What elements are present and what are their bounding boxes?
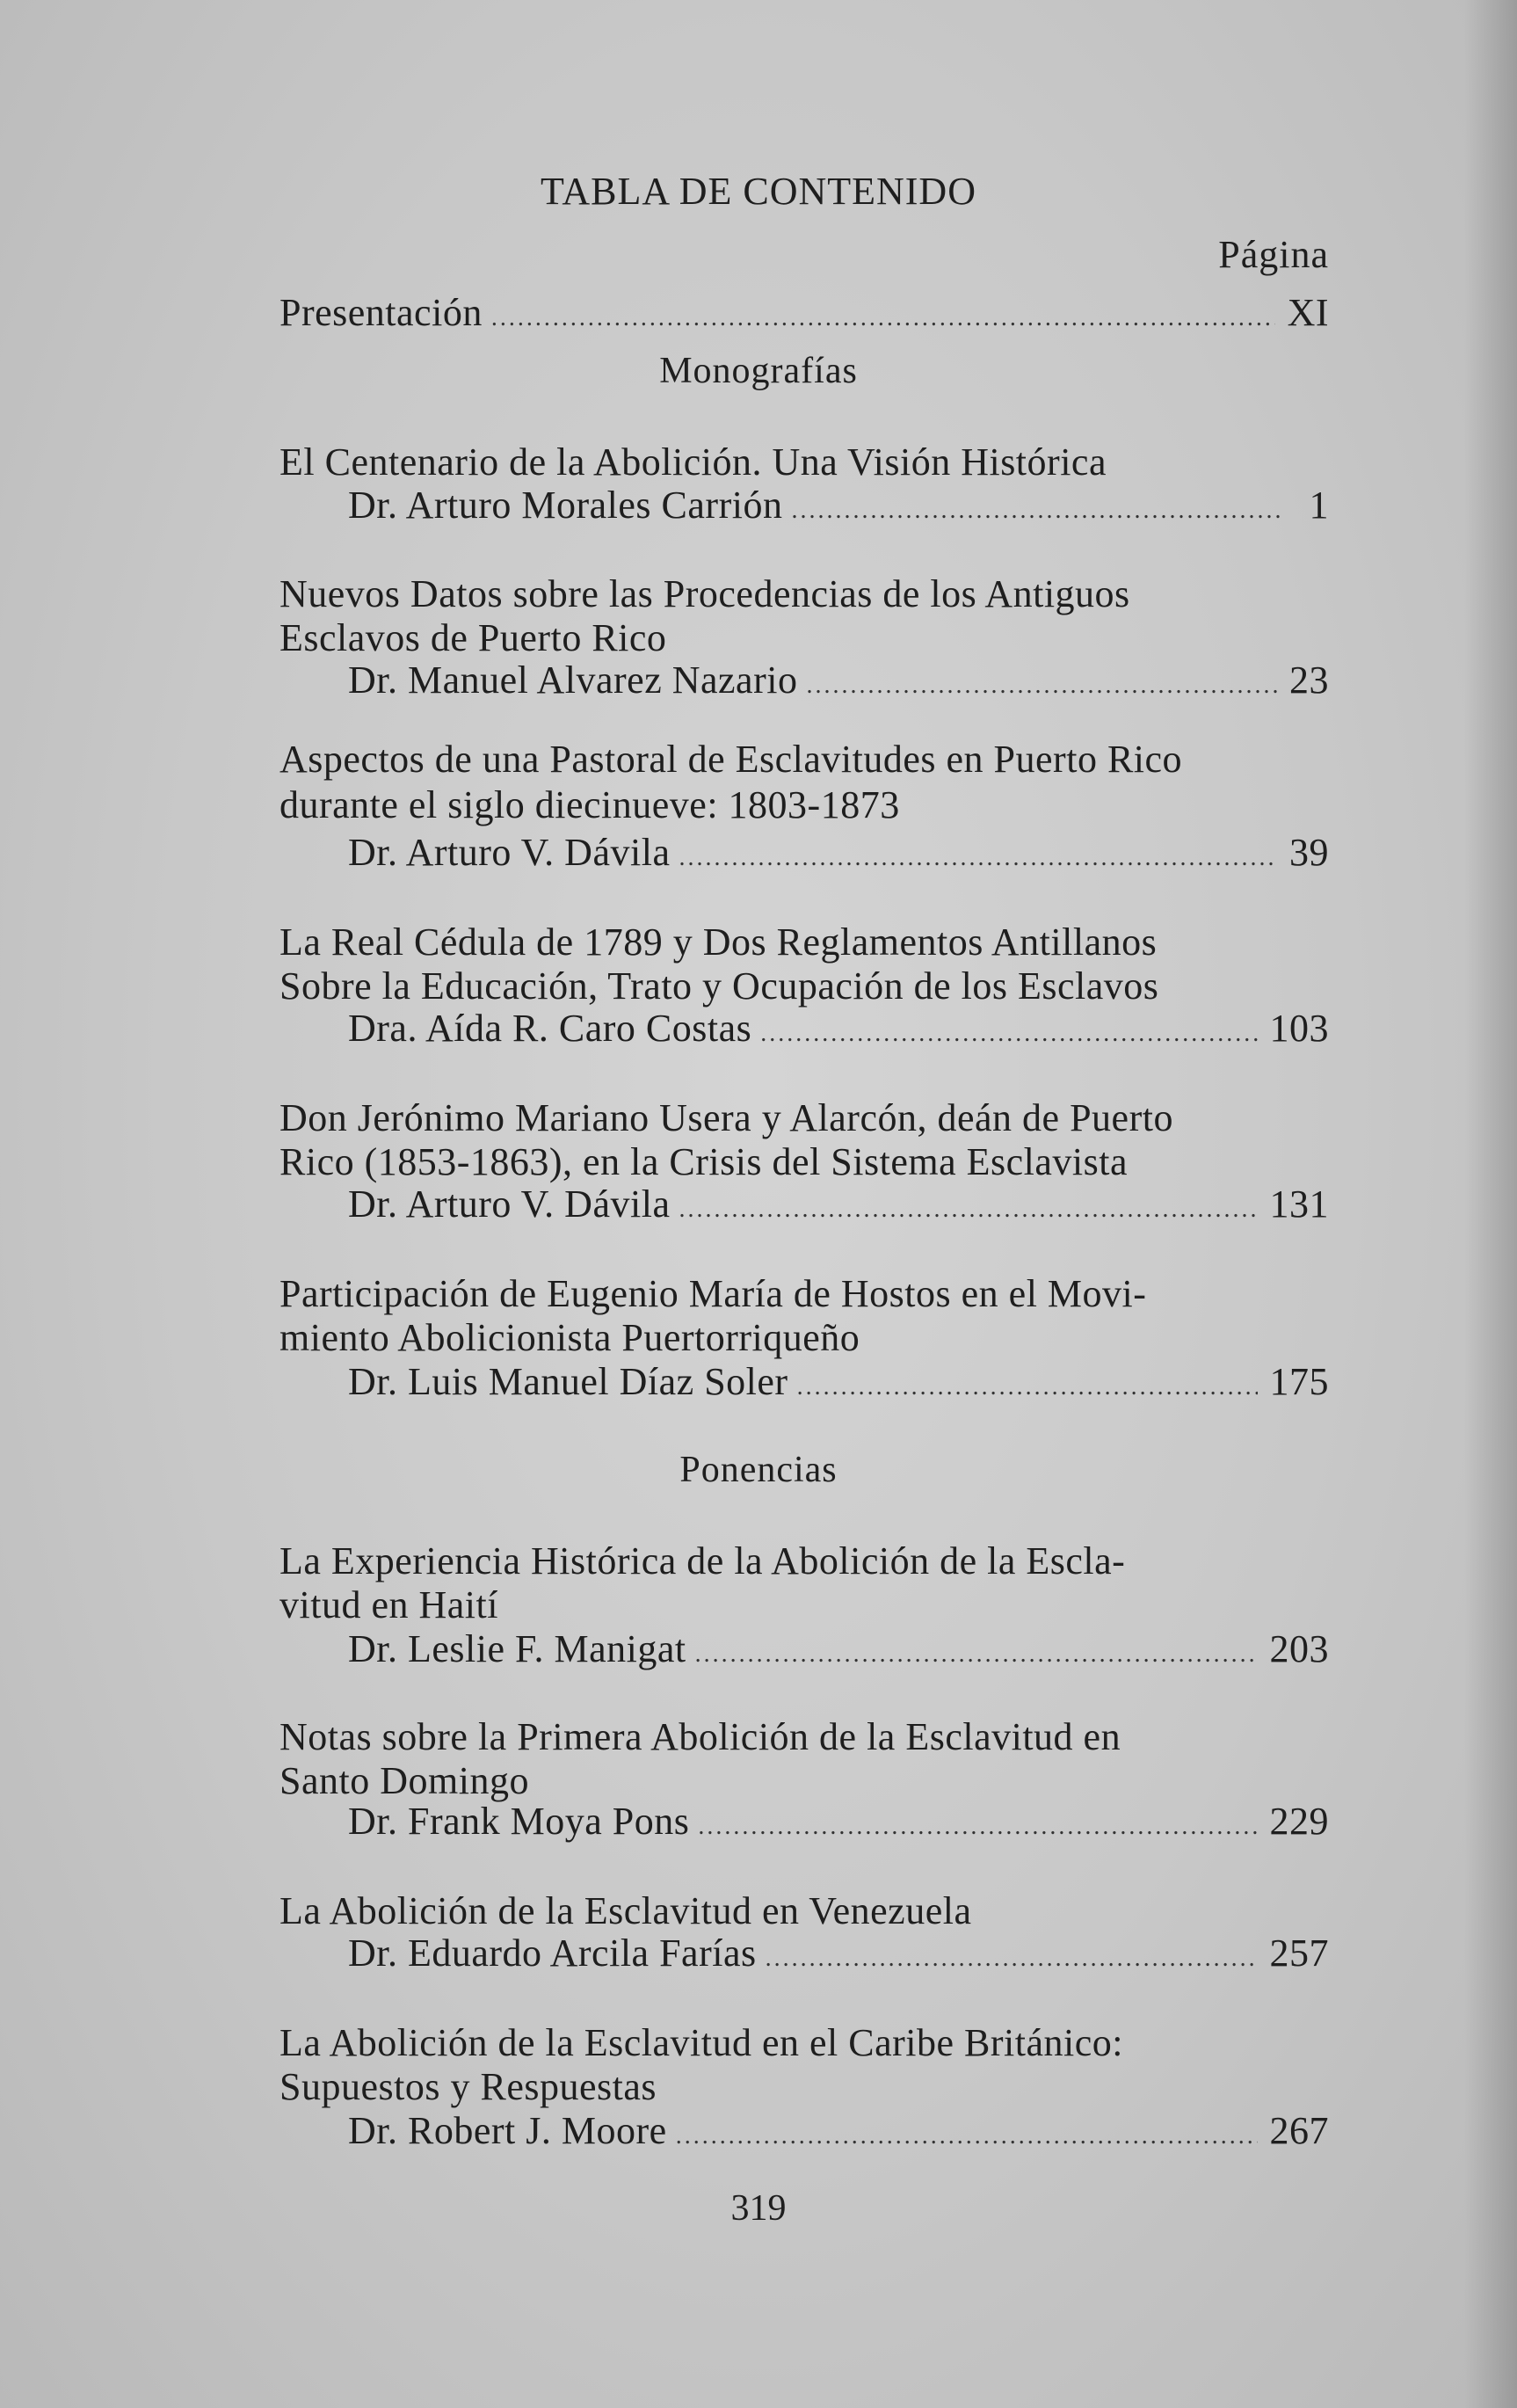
page-number: 319 xyxy=(730,2188,787,2229)
entry-author: Dra. Aída R. Caro Costas xyxy=(348,1007,752,1050)
entry-title-line: La Real Cédula de 1789 y Dos Reglamentos Antillanos xyxy=(279,920,1158,964)
entry-title-line: Sobre la Educación, Trato y Ocupación de los Esclavos xyxy=(279,964,1159,1008)
dot-leader xyxy=(806,672,1277,700)
dot-leader xyxy=(491,304,1275,332)
section-heading-monografias: Monografías xyxy=(659,351,858,391)
dot-leader xyxy=(760,1020,1257,1048)
entry-author: Dr. Leslie F. Manigat xyxy=(348,1627,686,1670)
entry-title-line: Participación de Eugenio María de Hostos en el Movi- xyxy=(279,1272,1147,1315)
entry-author: Dr. Arturo V. Dávila xyxy=(348,1182,671,1226)
entry-title-line: La Experiencia Histórica de la Abolición de la Escla- xyxy=(279,1539,1126,1582)
entry-title-line: Esclavos de Puerto Rico xyxy=(279,616,667,659)
entry-title-line: Notas sobre la Primera Abolición de la Esclavitud en xyxy=(279,1715,1121,1758)
toc-entry[interactable] xyxy=(348,1359,1329,1404)
page-column-label: Página xyxy=(1218,233,1329,276)
toc-entry[interactable] xyxy=(348,1182,1329,1226)
entry-title-line: El Centenario de la Abolición. Una Visión Histórica xyxy=(279,440,1107,484)
toc-entry[interactable] xyxy=(348,1799,1329,1844)
entry-author: Dr. Eduardo Arcila Farías xyxy=(348,1931,757,1975)
entry-author: Dr. Robert J. Moore xyxy=(348,2109,667,2152)
toc-title: TABLA DE CONTENIDO xyxy=(541,170,976,213)
entry-page: 257 xyxy=(1269,1931,1329,1975)
entry-title: Presentación xyxy=(279,291,483,334)
toc-entry-presentacion[interactable] xyxy=(279,290,1329,335)
entry-title-line: vitud en Haití xyxy=(279,1583,498,1626)
entry-page: XI xyxy=(1287,291,1329,334)
entry-page: 23 xyxy=(1289,658,1329,702)
entry-page: 131 xyxy=(1269,1182,1329,1226)
toc-entry[interactable] xyxy=(348,1006,1329,1051)
toc-entry[interactable] xyxy=(348,658,1329,702)
entry-page: 103 xyxy=(1269,1007,1329,1050)
toc-entry[interactable] xyxy=(348,1931,1329,1975)
entry-title-line: Supuestos y Respuestas xyxy=(279,2065,657,2108)
dot-leader xyxy=(679,1196,1257,1224)
entry-title-line: miento Abolicionista Puertorriqueño xyxy=(279,1316,860,1359)
entry-page: 175 xyxy=(1269,1360,1329,1403)
entry-page: 229 xyxy=(1269,1800,1329,1843)
entry-author: Dr. Manuel Alvarez Nazario xyxy=(348,658,798,702)
entry-page: 267 xyxy=(1269,2109,1329,2152)
entry-author: Dr. Arturo V. Dávila xyxy=(348,831,671,874)
dot-leader xyxy=(695,1640,1258,1669)
entry-author: Dr. Arturo Morales Carrión xyxy=(348,484,783,527)
toc-entry[interactable] xyxy=(348,1626,1329,1671)
dot-leader xyxy=(797,1373,1258,1401)
entry-title-line: Don Jerónimo Mariano Usera y Alarcón, deán de Puerto xyxy=(279,1096,1173,1139)
entry-page: 39 xyxy=(1289,831,1329,874)
toc-entry[interactable] xyxy=(348,2108,1329,2153)
dot-leader xyxy=(791,497,1281,525)
entry-title-line: Rico (1853-1863), en la Crisis del Sistema Esclavista xyxy=(279,1140,1129,1183)
entry-author: Dr. Luis Manuel Díaz Soler xyxy=(348,1360,788,1403)
entry-page: 1 xyxy=(1309,484,1329,527)
entry-title-line: Santo Domingo xyxy=(279,1759,529,1802)
entry-title-line: Aspectos de una Pastoral de Esclavitudes en Puerto Rico xyxy=(279,738,1183,781)
dot-leader xyxy=(676,2122,1258,2150)
entry-title-line: durante el siglo diecinueve: 1803-1873 xyxy=(279,783,900,826)
section-heading-ponencias: Ponencias xyxy=(679,1450,838,1490)
toc-entry[interactable] xyxy=(348,830,1329,875)
toc-entry[interactable] xyxy=(348,483,1329,527)
entry-author: Dr. Frank Moya Pons xyxy=(348,1800,690,1843)
entry-title-line: La Abolición de la Esclavitud en el Caribe Británico: xyxy=(279,2021,1123,2064)
entry-page: 203 xyxy=(1269,1627,1329,1670)
entry-title-line: La Abolición de la Esclavitud en Venezuela xyxy=(279,1889,972,1932)
entry-title-line: Nuevos Datos sobre las Procedencias de los Antiguos xyxy=(279,572,1130,615)
dot-leader xyxy=(766,1945,1258,1973)
dot-leader xyxy=(698,1813,1257,1841)
dot-leader xyxy=(679,844,1277,872)
